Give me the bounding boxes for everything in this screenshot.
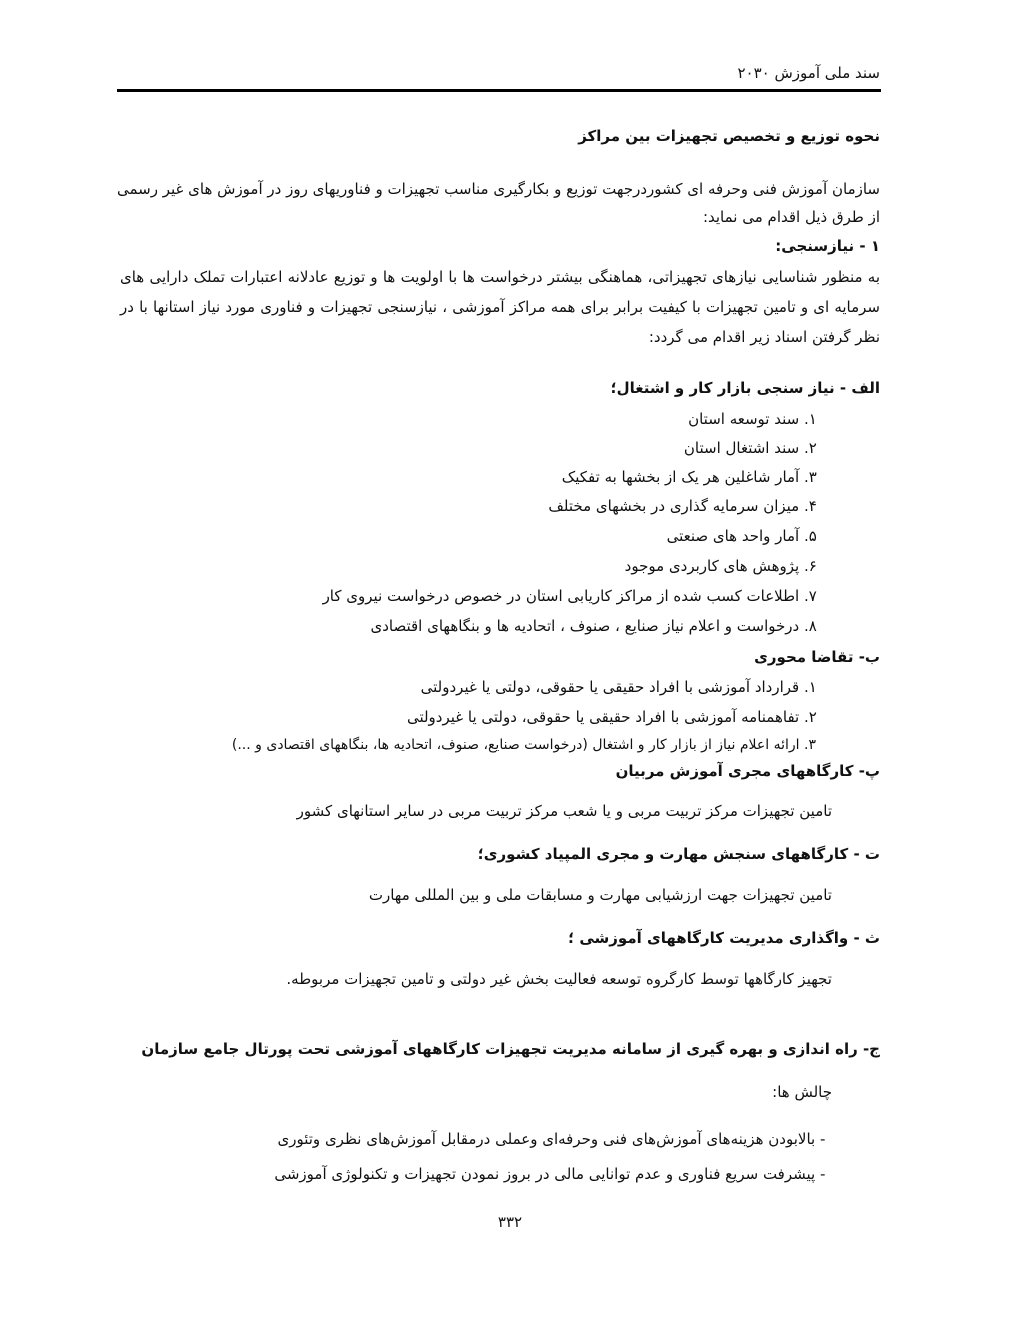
list-item [370, 617, 830, 635]
list-item-text: درخواست و اعلام نیاز صنایع ، صنوف ، اتحادیه ها و بنگاههای اقتصادی [370, 617, 800, 635]
list-item-text: میزان سرمایه گذاری در بخشهای مختلف [548, 497, 800, 515]
list-item [548, 497, 830, 515]
list-item-text: سند توسعه استان [688, 410, 800, 428]
section-se-body: تجهیز کارگاهها توسط کارگروه توسعه فعالیت بخش غیر دولتی و تامین تجهیزات مربوطه. [286, 970, 832, 988]
list-item-text: تفاهمنامه آموزشی با افراد حقیقی یا حقوقی، دولتی یا غیردولتی [406, 708, 800, 726]
list-item-number: ۱. [804, 678, 817, 696]
needs-assessment-line-3: نظر گرفتن اسناد زیر اقدام می گردد: [648, 328, 880, 346]
list-item-text: پژوهش های کاربردی موجود [624, 557, 800, 575]
section-se-heading: ث - واگذاری مدیریت کارگاههای آموزشی ؛ [568, 929, 880, 947]
header-rule [117, 89, 881, 92]
list-item [232, 737, 830, 753]
list-item-text: قرارداد آموزشی با افراد حقیقی یا حقوقی، دولتی یا غیردولتی [420, 678, 800, 696]
page-number: ۳۳۲ [497, 1213, 523, 1231]
list-item-text: آمار واحد های صنعتی [666, 527, 800, 545]
challenges-label: چالش ها: [772, 1083, 832, 1101]
list-item-number: ۶. [804, 557, 817, 575]
bullet-dash: - [820, 1165, 826, 1183]
list-item-number: ۴. [804, 497, 817, 515]
section-alef-heading: الف - نیاز سنجی بازار کار و اشتغال؛ [610, 379, 880, 397]
challenge-item [278, 1130, 851, 1148]
list-item-number: ۸. [804, 617, 817, 635]
list-item-number: ۲. [804, 708, 817, 726]
list-item-text: ارائه اعلام نیاز از بازار کار و اشتغال (درخواست صنایع، صنوف، اتحادیه ها، بنگاههای اقتصادی و ...) [231, 737, 800, 753]
list-item-text: سند اشتغال استان [683, 439, 800, 457]
needs-assessment-line-2: سرمایه ای و تامین تجهیزات با کیفیت برابر برای همه مراکز آموزشی ، نیازسنجی تجهیزات و فناوری مورد نیاز استانها با در [120, 298, 880, 316]
list-item-text: آمار شاغلین هر یک از بخشها به تفکیک [561, 468, 800, 486]
header-title: سند ملی آموزش ۲۰۳۰ [737, 64, 880, 82]
list-item [625, 557, 830, 575]
list-item-number: ۷. [804, 587, 817, 605]
list-item [407, 708, 830, 726]
section-pe-body: تامین تجهیزات مرکز تربیت مربی و یا شعب مرکز تربیت مربی در سایر استانهای کشور [296, 802, 832, 820]
list-item-number: ۳. [804, 468, 817, 486]
bullet-dash: - [820, 1130, 826, 1148]
list-item-number: ۳. [804, 737, 816, 753]
section-jim-heading: ج- راه اندازی و بهره گیری از سامانه مدیریت تجهیزات کارگاههای آموزشی تحت پورتال جامع سازمان [141, 1040, 880, 1058]
needs-assessment-line-1: به منظور شناسایی نیازهای تجهیزاتی، هماهنگی بیشتر درخواست ها با اولویت ها و توزیع عادلانه اعتبارات تملک دارایی های [120, 268, 880, 286]
challenge-text: بالابودن هزینه‌های آموزش‌های فنی وحرفه‌ای وعملی درمقابل آموزش‌های نظری وتئوری [277, 1130, 816, 1148]
list-item [323, 587, 830, 605]
challenge-item [274, 1165, 850, 1183]
list-item [421, 678, 830, 696]
section-te-heading: ت - کارگاههای سنجش مهارت و مجری المپیاد کشوری؛ [477, 845, 880, 863]
list-item [562, 468, 830, 486]
section-be-heading: ب- تقاضا محوری [754, 648, 880, 666]
list-item-number: ۱. [804, 410, 817, 428]
section-pe-heading: پ- کارگاههای مجری آموزش مربیان [615, 762, 880, 780]
intro-line-2: از طرق ذیل اقدام می نماید: [702, 208, 880, 226]
list-item [688, 410, 830, 428]
list-item [684, 439, 830, 457]
intro-line-1: سازمان آموزش فنی وحرفه ای کشوردرجهت توزیع و بکارگیری مناسب تجهیزات و فناوریهای روز در آموزش های غیر رسمی [116, 180, 880, 198]
section-title: نحوه توزیع و تخصیص تجهیزات بین مراکز [578, 127, 880, 145]
challenge-text: پیشرفت سریع فناوری و عدم توانایی مالی در بروز نمودن تجهیزات و تکنولوژی آموزشی [274, 1165, 816, 1183]
list-item-number: ۲. [804, 439, 817, 457]
list-item-text: اطلاعات کسب شده از مراکز کاریابی استان در خصوص درخواست نیروی کار [322, 587, 800, 605]
list-item-number: ۵. [804, 527, 817, 545]
list-item [667, 527, 830, 545]
needs-assessment-heading: ۱ - نیازسنجی: [775, 237, 880, 255]
section-te-body: تامین تجهیزات جهت ارزشیابی مهارت و مسابقات ملی و بین المللی مهارت [368, 886, 832, 904]
